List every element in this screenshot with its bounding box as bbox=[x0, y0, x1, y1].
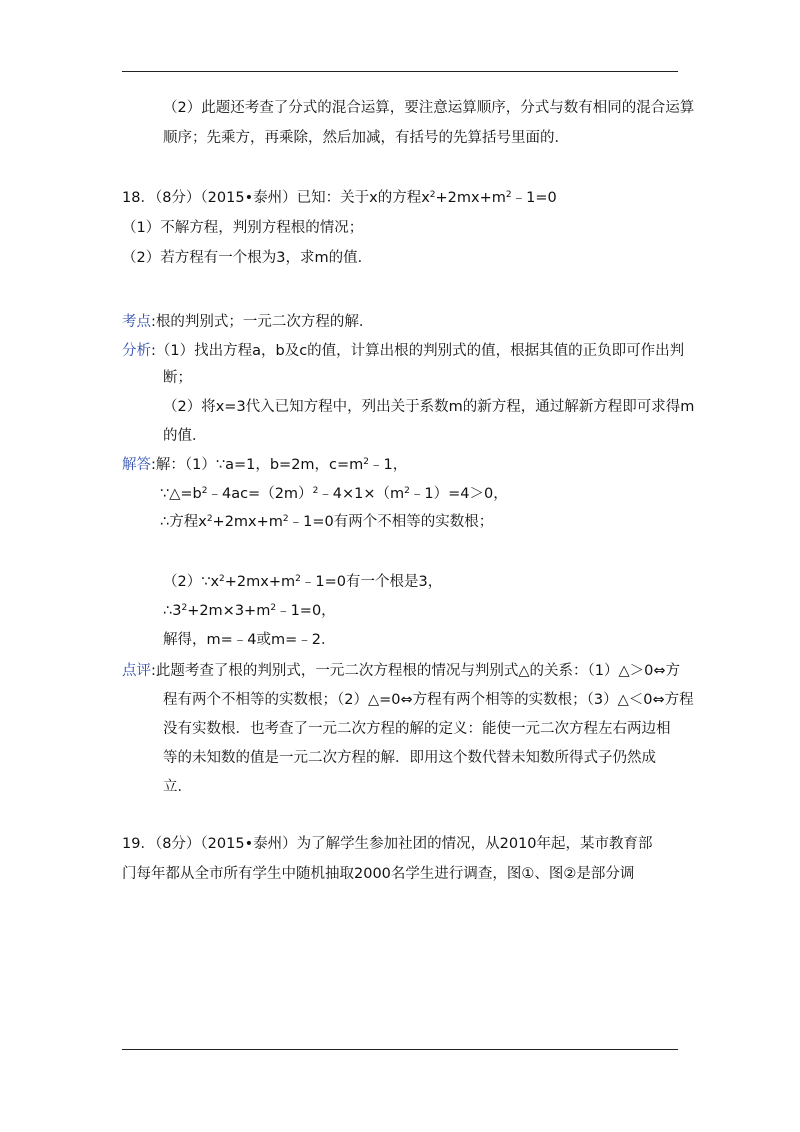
q18-part-1: （1）不解方程，判别方程根的情况； bbox=[122, 220, 364, 236]
kaodian-line: 考点:根的判别式；一元二次方程的解． bbox=[122, 314, 374, 330]
kaodian-label: 考点 bbox=[122, 314, 151, 330]
q19-line-1: 19．（8分）（2015•泰州）为了解学生参加社团的情况，从2010年起，某市教育部 bbox=[122, 836, 653, 852]
bottom-rule bbox=[122, 1049, 678, 1050]
dianping-line-1: 点评:此题考查了根的判别式，一元二次方程根的情况与判别式△的关系：（1）△＞0⇔方 bbox=[122, 663, 681, 679]
jieda-line-6: 解得，m=﹣4或m=﹣2． bbox=[163, 632, 336, 648]
q18-heading: 18．（8分）（2015•泰州）已知：关于x的方程$x^2+2mx+m^2﹣1=0$ bbox=[122, 190, 557, 206]
fenxi-line-2: 断； bbox=[163, 370, 192, 386]
dianping-line-5: 立． bbox=[163, 779, 192, 795]
fenxi-line-1: 分析:（1）找出方程a，b及c的值，计算出根的判别式的值，根据其值的正负即可作出判 bbox=[122, 343, 685, 359]
dianping-line-2: 程有两个不相等的实数根；（2）△=0⇔方程有两个相等的实数根；（3）△＜0⇔方程 bbox=[163, 692, 694, 708]
intro-line-2: 顺序；先乘方，再乘除，然后加减，有括号的先算括号里面的． bbox=[163, 130, 569, 146]
jieda-line-4: $(2)\because x^2+2mx+m^2﹣1=0$有一个根是3， bbox=[163, 574, 443, 590]
q19-line-2: 门每年都从全市所有学生中随机抽取2000名学生进行调查，图①、图②是部分调 bbox=[122, 866, 635, 882]
jieda-line-3: ∴方程$x^2+2mx+m^2﹣1=0$有两个不相等的实数根； bbox=[160, 514, 494, 530]
jieda-line-2: $\because\triangle=b^2﹣4ac=(2m)^2﹣4\times 1\times(m^2﹣1)=4>0$， bbox=[160, 486, 508, 502]
jieda-line-1: 解答:解：（1）∵a=1，b=2m，$c=m^2﹣1$， bbox=[122, 457, 408, 473]
dianping-label: 点评 bbox=[122, 663, 151, 679]
q18-part-2: （2）若方程有一个根为3，求m的值． bbox=[122, 250, 373, 266]
jieda-label: 解答 bbox=[122, 457, 151, 473]
intro-line-1: （2）此题还考查了分式的混合运算，要注意运算顺序，分式与数有相同的混合运算 bbox=[163, 100, 695, 116]
fenxi-line-3: （2）将x=3代入已知方程中，列出关于系数m的新方程，通过解新方程即可求得m bbox=[163, 399, 695, 415]
dianping-line-4: 等的未知数的值是一元二次方程的解．即用这个数代替未知数所得式子仍然成 bbox=[163, 750, 656, 766]
dianping-line-3: 没有实数根．也考查了一元二次方程的解的定义：能使一元二次方程左右两边相 bbox=[163, 721, 671, 737]
fenxi-label: 分析 bbox=[122, 343, 151, 359]
fenxi-line-4: 的值． bbox=[163, 428, 207, 444]
top-rule bbox=[122, 71, 678, 72]
jieda-line-5: $\therefore 3^2+2m\times 3+m^2﹣1=0$， bbox=[163, 603, 336, 619]
